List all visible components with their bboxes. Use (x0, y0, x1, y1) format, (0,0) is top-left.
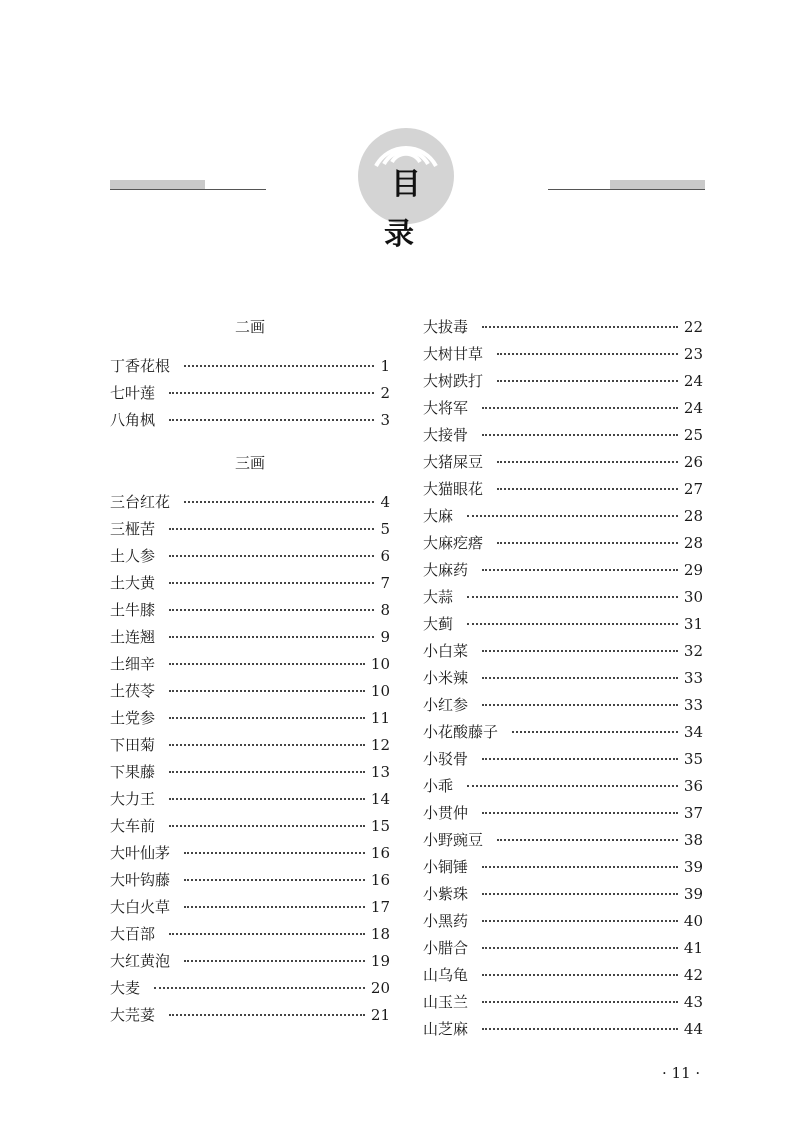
entry-page-number: 40 (683, 912, 703, 930)
toc-entry[interactable] (423, 368, 703, 395)
entry-page-number: 5 (380, 520, 390, 538)
section-heading: 二画 (234, 318, 265, 336)
entry-page-number: 33 (683, 669, 703, 687)
entry-title: 小米辣 (423, 669, 469, 687)
toc-entry[interactable] (423, 503, 703, 530)
toc-entry[interactable] (110, 407, 390, 434)
entry-page-number: 38 (683, 831, 703, 849)
entry-title: 土牛膝 (110, 601, 156, 619)
page-header (0, 0, 800, 260)
entry-title: 大百部 (110, 925, 156, 943)
dot-leader (482, 1027, 678, 1030)
entry-page-number: 17 (370, 898, 390, 916)
entry-title: 小铜锤 (423, 858, 469, 876)
toc-entry[interactable] (110, 1002, 390, 1029)
dot-leader (169, 527, 374, 530)
entry-page-number: 13 (370, 763, 390, 781)
dot-leader (482, 865, 678, 868)
entry-title: 大车前 (110, 817, 156, 835)
entry-title: 土人参 (110, 547, 156, 565)
toc-entry[interactable] (423, 584, 703, 611)
entry-page-number: 24 (683, 372, 703, 390)
dot-leader (169, 608, 374, 611)
entry-title: 小乖 (423, 777, 454, 795)
dot-leader (184, 364, 374, 367)
entry-page-number: 20 (370, 979, 390, 997)
toc-entry[interactable] (423, 449, 703, 476)
entry-page-number: 15 (370, 817, 390, 835)
entry-title: 小黑药 (423, 912, 469, 930)
entry-page-number: 42 (683, 966, 703, 984)
entry-title: 大接骨 (423, 426, 469, 444)
entry-title: 下田菊 (110, 736, 156, 754)
entry-title: 八角枫 (110, 411, 156, 429)
entry-title: 小花酸藤子 (423, 723, 499, 741)
toc-entry[interactable] (110, 597, 390, 624)
toc-entry[interactable] (423, 989, 703, 1016)
dot-leader (467, 514, 678, 517)
dot-leader (482, 406, 678, 409)
toc-entry[interactable] (423, 1016, 703, 1043)
entry-page-number: 32 (683, 642, 703, 660)
toc-entry[interactable] (423, 881, 703, 908)
entry-title: 大叶仙茅 (110, 844, 171, 862)
toc-entry[interactable] (110, 921, 390, 948)
toc-entry[interactable] (110, 867, 390, 894)
dot-leader (169, 716, 365, 719)
toc-left-column (110, 314, 390, 1029)
toc-entry[interactable] (423, 692, 703, 719)
entry-page-number: 41 (683, 939, 703, 957)
dot-leader (184, 500, 374, 503)
entry-page-number: 39 (683, 885, 703, 903)
toc-entry[interactable] (423, 962, 703, 989)
toc-entry[interactable] (110, 840, 390, 867)
entry-title: 大猫眼花 (423, 480, 484, 498)
entry-page-number: 10 (370, 655, 390, 673)
toc-entry[interactable] (110, 759, 390, 786)
entry-title: 大芫荽 (110, 1006, 156, 1024)
entry-title: 小驳骨 (423, 750, 469, 768)
entry-page-number: 3 (380, 411, 390, 429)
entry-page-number: 8 (380, 601, 390, 619)
entry-title: 大麻药 (423, 561, 469, 579)
toc-entry[interactable] (423, 773, 703, 800)
toc-entry[interactable] (423, 827, 703, 854)
dot-leader (482, 433, 678, 436)
entry-page-number: 31 (683, 615, 703, 633)
entry-title: 三桠苦 (110, 520, 156, 538)
entry-title: 丁香花根 (110, 357, 171, 375)
entry-page-number: 29 (683, 561, 703, 579)
dot-leader (169, 581, 374, 584)
dot-leader (482, 568, 678, 571)
entry-page-number: 44 (683, 1020, 703, 1038)
toc-entry[interactable] (423, 476, 703, 503)
entry-title: 土细辛 (110, 655, 156, 673)
toc-entry[interactable] (110, 570, 390, 597)
entry-page-number: 39 (683, 858, 703, 876)
entry-title: 大力王 (110, 790, 156, 808)
entry-page-number: 18 (370, 925, 390, 943)
entry-title: 小紫珠 (423, 885, 469, 903)
dot-leader (184, 851, 365, 854)
left-decorative-line (110, 189, 266, 190)
dot-leader (184, 905, 365, 908)
entry-page-number: 19 (370, 952, 390, 970)
entry-title: 土大黄 (110, 574, 156, 592)
dot-leader (482, 649, 678, 652)
entry-title: 土党参 (110, 709, 156, 727)
toc-entry[interactable] (423, 800, 703, 827)
dot-leader (482, 919, 678, 922)
toc-entry[interactable] (423, 422, 703, 449)
dot-leader (169, 391, 374, 394)
entry-page-number: 2 (380, 384, 390, 402)
entry-title: 大麦 (110, 979, 141, 997)
toc-entry[interactable] (110, 353, 390, 380)
dot-leader (482, 892, 678, 895)
entry-title: 小野豌豆 (423, 831, 484, 849)
entry-page-number: 43 (683, 993, 703, 1011)
section-heading: 三画 (234, 454, 265, 472)
entry-page-number: 34 (683, 723, 703, 741)
dot-leader (467, 622, 678, 625)
entry-title: 三台红花 (110, 493, 171, 511)
entry-title: 大蓟 (423, 615, 454, 633)
toc-entry[interactable] (423, 935, 703, 962)
toc-right-column (423, 314, 703, 1043)
entry-page-number: 28 (683, 534, 703, 552)
dot-leader (497, 541, 678, 544)
toc-entry[interactable] (423, 908, 703, 935)
toc-entry[interactable] (423, 638, 703, 665)
entry-page-number: 7 (380, 574, 390, 592)
entry-title: 下果藤 (110, 763, 156, 781)
entry-page-number: 36 (683, 777, 703, 795)
entry-page-number: 9 (380, 628, 390, 646)
dot-leader (169, 1013, 365, 1016)
dot-leader (497, 352, 678, 355)
dot-leader (169, 662, 365, 665)
entry-title: 大树跌打 (423, 372, 484, 390)
toc-entry[interactable] (423, 665, 703, 692)
entry-title: 大树甘草 (423, 345, 484, 363)
entry-title: 大红黄泡 (110, 952, 171, 970)
entry-page-number: 25 (683, 426, 703, 444)
entry-page-number: 24 (683, 399, 703, 417)
toc-entry[interactable] (423, 854, 703, 881)
entry-title: 大白火草 (110, 898, 171, 916)
page-title: 目 录 (384, 167, 435, 252)
entry-title: 大蒜 (423, 588, 454, 606)
toc-entry[interactable] (423, 746, 703, 773)
entry-title: 大拔毒 (423, 318, 469, 336)
toc-entry[interactable] (110, 894, 390, 921)
entry-page-number: 11 (370, 709, 390, 727)
dot-leader (482, 946, 678, 949)
entry-page-number: 12 (370, 736, 390, 754)
toc-entry[interactable] (423, 314, 703, 341)
entry-title: 山乌龟 (423, 966, 469, 984)
entry-title: 小白菜 (423, 642, 469, 660)
entry-page-number: 23 (683, 345, 703, 363)
entry-page-number: 37 (683, 804, 703, 822)
entry-page-number: 16 (370, 871, 390, 889)
dot-leader (184, 878, 365, 881)
toc-entry[interactable] (423, 719, 703, 746)
entry-title: 土连翘 (110, 628, 156, 646)
dot-leader (184, 959, 365, 962)
dot-leader (512, 730, 678, 733)
dot-leader (497, 379, 678, 382)
entry-title: 七叶莲 (110, 384, 156, 402)
toc-entry[interactable] (423, 611, 703, 638)
entry-title: 大猪屎豆 (423, 453, 484, 471)
toc-entry[interactable] (110, 624, 390, 651)
entry-page-number: 33 (683, 696, 703, 714)
entry-page-number: 28 (683, 507, 703, 525)
dot-leader (482, 1000, 678, 1003)
entry-page-number: 21 (370, 1006, 390, 1024)
entry-title: 山玉兰 (423, 993, 469, 1011)
dot-leader (169, 770, 365, 773)
toc-entry[interactable] (110, 948, 390, 975)
entry-page-number: 30 (683, 588, 703, 606)
dot-leader (482, 325, 678, 328)
dot-leader (169, 932, 365, 935)
section-gap (110, 477, 390, 489)
dot-leader (154, 986, 365, 989)
toc-entry[interactable] (423, 530, 703, 557)
dot-leader (497, 838, 678, 841)
toc-entry[interactable] (110, 786, 390, 813)
page-number: · 11 · (662, 1064, 701, 1082)
toc-entry[interactable] (110, 489, 390, 516)
entry-page-number: 4 (380, 493, 390, 511)
dot-leader (497, 460, 678, 463)
entry-page-number: 26 (683, 453, 703, 471)
entry-title: 大麻疙瘩 (423, 534, 484, 552)
dot-leader (467, 595, 678, 598)
dot-leader (482, 811, 678, 814)
entry-title: 山芝麻 (423, 1020, 469, 1038)
section-gap (110, 434, 390, 450)
dot-leader (482, 703, 678, 706)
toc-entry[interactable] (423, 395, 703, 422)
dot-leader (497, 487, 678, 490)
toc-entry[interactable] (110, 975, 390, 1002)
entry-page-number: 16 (370, 844, 390, 862)
toc-entry[interactable] (110, 678, 390, 705)
entry-page-number: 14 (370, 790, 390, 808)
right-decorative-line (548, 189, 705, 190)
dot-leader (169, 797, 365, 800)
toc-entry[interactable] (110, 705, 390, 732)
dot-leader (169, 689, 365, 692)
entry-title: 大麻 (423, 507, 454, 525)
toc-entry[interactable] (110, 380, 390, 407)
entry-title: 小贯仲 (423, 804, 469, 822)
entry-title: 小腊合 (423, 939, 469, 957)
toc-entry[interactable] (110, 813, 390, 840)
entry-title: 土茯苓 (110, 682, 156, 700)
dot-leader (482, 757, 678, 760)
entry-page-number: 6 (380, 547, 390, 565)
dot-leader (482, 676, 678, 679)
toc-entry[interactable] (110, 651, 390, 678)
toc-entry[interactable] (110, 732, 390, 759)
dot-leader (169, 418, 374, 421)
entry-title: 大将军 (423, 399, 469, 417)
toc-entry[interactable] (423, 341, 703, 368)
toc-entry[interactable] (423, 557, 703, 584)
dot-leader (169, 824, 365, 827)
dot-leader (482, 973, 678, 976)
section-gap (110, 341, 390, 353)
entry-page-number: 22 (683, 318, 703, 336)
dot-leader (467, 784, 678, 787)
entry-page-number: 27 (683, 480, 703, 498)
toc-entry[interactable] (110, 516, 390, 543)
entry-title: 小红参 (423, 696, 469, 714)
toc-entry[interactable] (110, 543, 390, 570)
entry-title: 大叶钩藤 (110, 871, 171, 889)
dot-leader (169, 554, 374, 557)
dot-leader (169, 743, 365, 746)
entry-page-number: 1 (380, 357, 390, 375)
dot-leader (169, 635, 374, 638)
entry-page-number: 10 (370, 682, 390, 700)
entry-page-number: 35 (683, 750, 703, 768)
